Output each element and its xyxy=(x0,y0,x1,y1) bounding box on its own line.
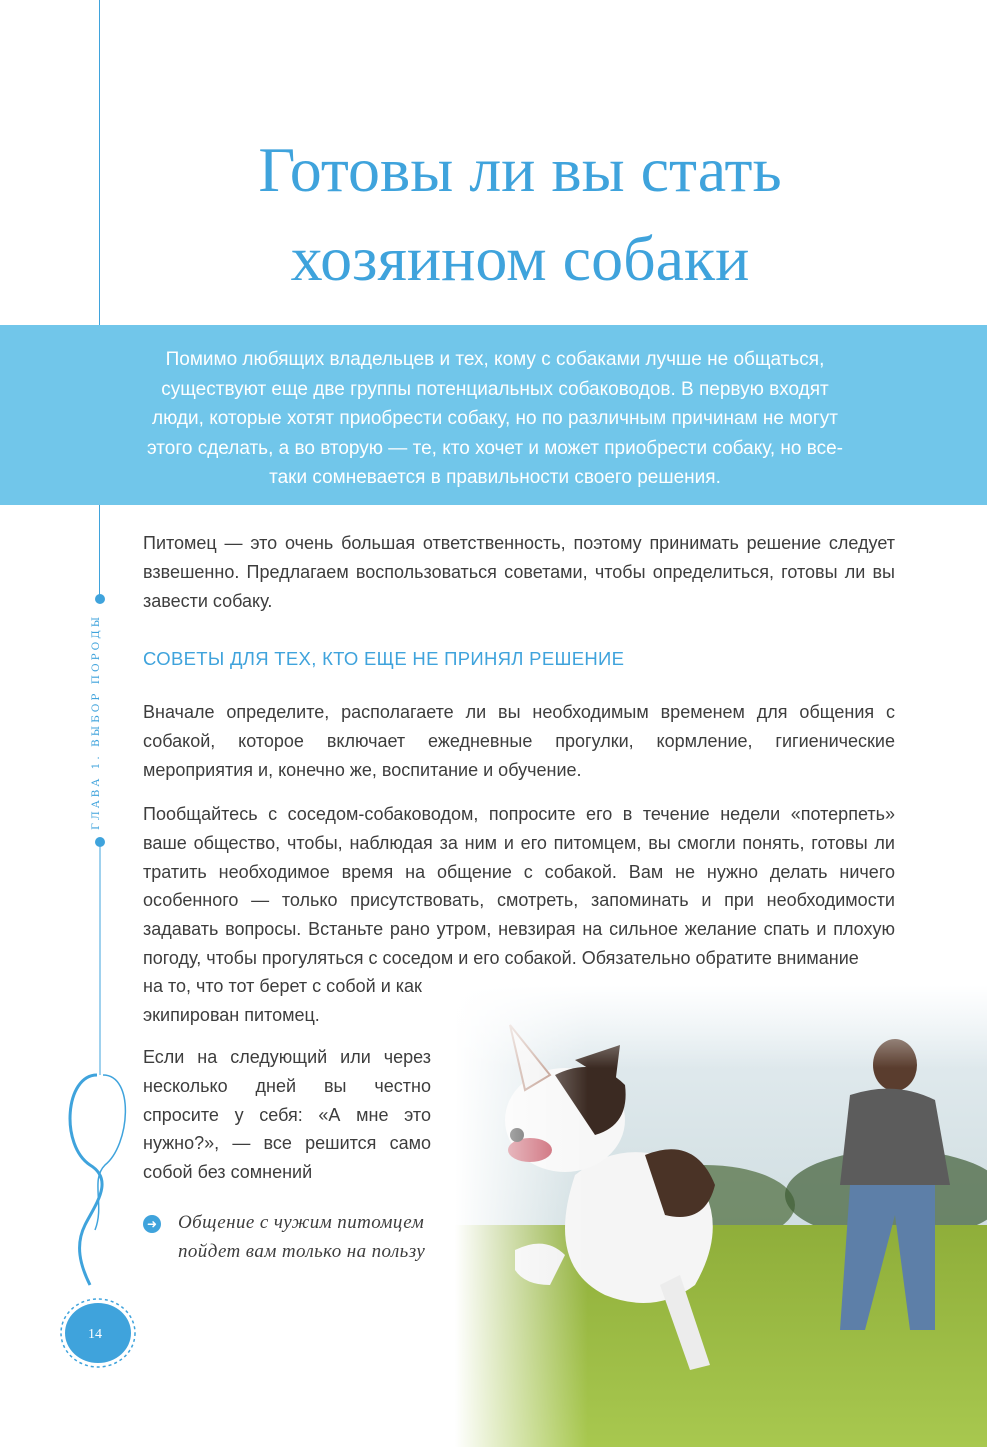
paragraph-2-tail-1: на то, что тот берет с собой и как xyxy=(143,976,422,996)
arrow-right-icon: ➜ xyxy=(143,1215,161,1233)
paragraph-3: Если на следующий или через несколько дней вы честно спросите у себя: «А мне это нужно?», — все решится само собой без сомнений xyxy=(143,1047,431,1183)
margin-rule-top xyxy=(99,0,100,600)
intro-paragraph: Питомец — это очень большая ответственность, поэтому принимать решение следует взвешенно. Предлагаем воспользоваться советами, чтобы определиться, готовы ли вы завести собаку. xyxy=(143,533,895,611)
title-line-1: Готовы ли вы стать xyxy=(258,134,782,205)
page-title xyxy=(150,125,890,303)
page-number: 14 xyxy=(88,1327,102,1342)
paragraph-2-tail-2: экипирован питомец. xyxy=(143,1005,320,1025)
dog-photo xyxy=(455,985,987,1447)
paragraph-2: Пообщайтесь с соседом-собаководом, попросите его в течение недели «потерпеть» ваше общество, чтобы, наблюдая за ним и его питомцем, вы смогли понять, готовы ли тратить необходимое время на общение с собакой. Вам не нужно делать ничего особенного — только присутствовать, смотреть, запоминать и при необходимости задавать вопросы. Встаньте рано утром, невзирая на сильное желание спать и плохую погоду, чтобы прогуляться с соседом и его собакой. Обязательно обратите внимание xyxy=(143,804,895,968)
lead-text: Помимо любящих владельцев и тех, кому с собаками лучше не общаться, существуют еще две группы потенциальных собаководов. В первую входят люди, которые хотят приобрести собаку, но по различным причинам не могут этого сделать, а во вторую — те, кто хочет и может приобрести собаку, но все-таки сомневается в правильности своего решения. xyxy=(147,349,843,488)
paragraph-1: Вначале определите, располагаете ли вы необходимым временем для общения с собакой, которое включает ежедневные прогулки, кормление, гигиенические мероприятия и, конечно же, воспитание и обучение. xyxy=(143,702,895,780)
tip-callout: Общение с чужим питомцем пойдет вам только на пользу xyxy=(178,1212,426,1262)
chapter-side-label: ГЛАВА 1. ВЫБОР ПОРОДЫ xyxy=(90,613,102,830)
title-line-2: хозяином собаки xyxy=(290,223,750,294)
section-heading: СОВЕТЫ ДЛЯ ТЕХ, КТО ЕЩЕ НЕ ПРИНЯЛ РЕШЕНИЕ xyxy=(143,648,625,669)
leash-illustration xyxy=(55,845,145,1390)
